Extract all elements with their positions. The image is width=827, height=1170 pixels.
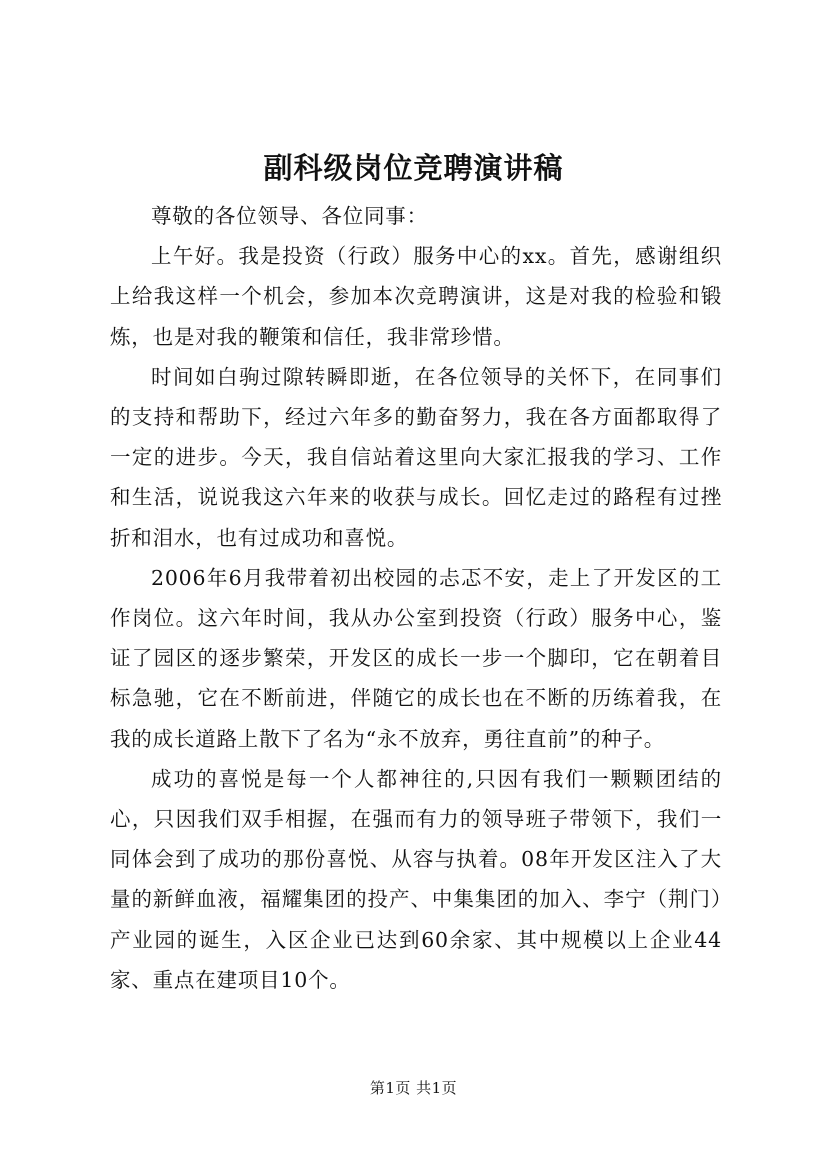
salutation: 尊敬的各位领导、各位同事： [151, 204, 428, 228]
paragraph-4: 成功的喜悦是每一个人都神往的,只因有我们一颗颗团结的心，只因我们双手相握，在强而有力的领导班子带领下，我们一同体会到了成功的那份喜悦、从容与执着。08年开发区注入了大量的新鲜血液，福耀集团的投产、中集集团的加入、李宁（荆门）产业园的诞生，入区企业已达到60余家、其中规模以上企业44家、重点在建项目10个。 [110, 766, 722, 992]
paragraph-2: 时间如白驹过隙转瞬即逝，在各位领导的关怀下，在同事们的支持和帮助下，经过六年多的勤奋努力，我在各方面都取得了一定的进步。今天，我自信站着这里向大家汇报我的学习、工作和生活，说说我这六年来的收获与成长。回忆走过的路程有过挫折和泪水，也有过成功和喜悦。 [110, 364, 722, 550]
document-body [110, 196, 722, 1000]
page-footer: 第1页 共1页 [369, 1079, 458, 1097]
document-title: 副科级岗位竞聘演讲稿 [263, 151, 564, 185]
paragraph-3: 2006年6月我带着初出校园的忐忑不安，走上了开发区的工作岗位。这六年时间，我从办公室到投资（行政）服务中心，鉴证了园区的逐步繁荣，开发区的成长一步一个脚印，它在朝着目标急驰，它在不断前进，伴随它的成长也在不断的历练着我，在我的成长道路上散下了名为“永不放弃，勇往直前”的种子。 [110, 565, 722, 751]
paragraph-1: 上午好。我是投资（行政）服务中心的xx。首先，感谢组织上给我这样一个机会，参加本次竞聘演讲，这是对我的检验和锻炼，也是对我的鞭策和信任，我非常珍惜。 [110, 244, 722, 349]
